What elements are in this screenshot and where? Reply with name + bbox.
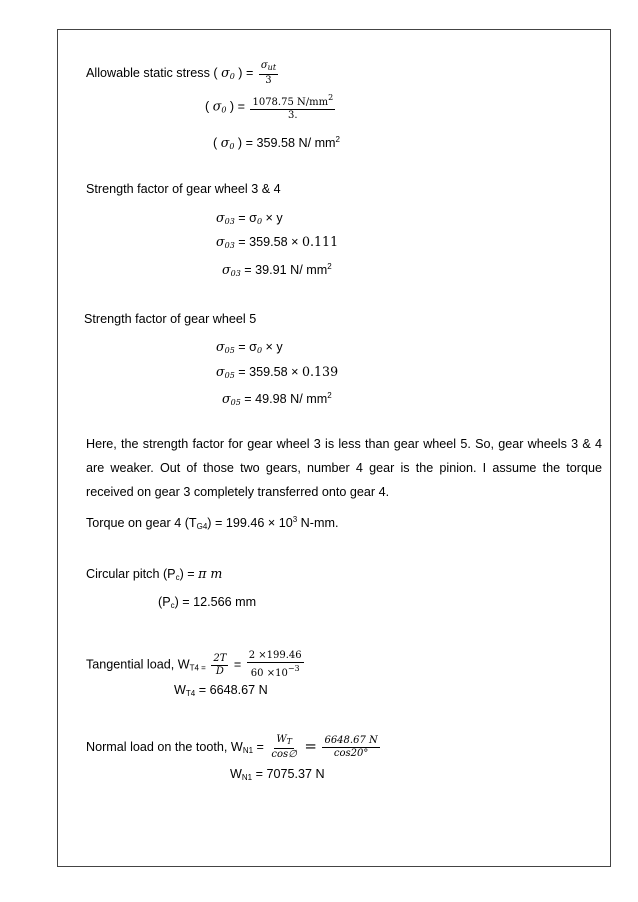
equals-sign: = [233,657,242,672]
gear5-result-line [222,388,332,411]
frac-numerator: 1078.75 N/mm [252,97,329,108]
sigma-subscript: 0 [229,71,235,81]
pitch-sub: c [170,601,175,610]
equals-sign: = [304,736,317,755]
fraction-normal-values [322,735,379,760]
pitch-result-line [158,594,256,614]
gear34-heading: Strength factor of gear wheel 3 & 4 [86,182,281,196]
sigma-symbol: σ [212,98,222,114]
unit-sup: 2 [335,135,340,144]
fraction-wt-cos [269,734,298,761]
fraction-sigma-ut [259,60,278,87]
frac-denominator: cos20° [333,748,369,759]
sigma-subscript: 03 [224,217,235,226]
normal-result-line [230,766,325,786]
result-value: = 7075.37 N [252,767,325,781]
sigma-subscript: 05 [224,371,235,380]
frac-numerator: W [276,734,287,745]
frac-numerator: 2 ×199.46 [248,650,302,661]
result-symbol: W [174,683,186,697]
torque-value: ) = 199.46 × 10 [207,516,293,530]
pitch-result: ) = 12.566 mm [174,595,257,609]
rhs-tail: × y [262,211,283,225]
pitch-expression: π m [198,566,223,581]
close-paren-eq: ) = [229,99,245,114]
sigma-symbol: σ [216,234,225,249]
sigma-subscript: 05 [224,346,235,355]
tangential-result-line [174,682,268,702]
torque-line [86,512,338,535]
rhs-sub: 0 [256,346,263,355]
pitch-line [86,566,222,586]
torque-unit: N-mm. [297,516,339,530]
unit-sup: 2 [327,262,332,271]
gear34-result-line [222,259,332,282]
fraction-1078 [250,92,335,122]
normal-sub: N1 [242,745,254,755]
rhs-sub: 0 [256,217,263,226]
frac-denominator-sup: −3 [287,664,300,673]
frac-numerator-sub: ut [267,63,277,72]
equals-sign: ) = [238,65,254,80]
open-paren: ( [205,99,210,114]
tangential-load-line [86,650,306,680]
frac-numerator-sub: T [286,737,292,746]
tangential-label: Tangential load, W [86,657,190,672]
allowable-stress-line [86,60,280,87]
tangential-sub: T4 = [189,663,206,673]
rhs: = σ [238,211,257,225]
result-sub: T4 [185,689,196,698]
sigma-symbol: σ [216,210,225,225]
result-value: = 6648.67 N [195,683,268,697]
sigma-symbol: σ [221,64,230,80]
frac-numerator: σ [260,60,268,71]
frac-denominator: D [215,665,224,677]
result-sub: N1 [241,773,253,782]
frac-numerator-sup: 2 [328,93,334,102]
explanation-paragraph: Here, the strength factor for gear wheel 3 is less than gear wheel 5. So, gear wheels 3 & 4 are weaker. Out of those two gears, number 4 gear is the pinion. I assume the torque received on gear 3 completely transferred onto gear 4. [86,437,602,499]
equals-sign: ) = [179,567,199,581]
frac-denominator: 60 ×10 [250,668,288,679]
result-value: ) = 359.58 N/ mm [237,136,336,150]
frac-numerator: 2T [213,652,227,664]
result-value: = 39.91 N/ mm [244,263,328,277]
sigma-subscript: 03 [224,241,235,250]
equals-sign: = [253,739,264,754]
gear5-formula-line [216,339,283,359]
gear34-substitution-line [216,234,338,254]
gear5-substitution-line [216,364,338,384]
rhs: = 359.58 × [238,365,303,379]
sigma-symbol: σ [222,262,231,277]
pitch-sub: c [175,573,180,582]
sigma-subscript: 05 [230,398,241,407]
sigma-symbol: σ [222,391,231,406]
sigma-symbol: σ [216,339,225,354]
allowable-stress-value-line [205,92,337,122]
sigma-subscript: 0 [221,105,227,115]
torque-exponent: 3 [292,515,298,524]
result-symbol: W [230,767,242,781]
result-value: = 49.98 N/ mm [244,392,328,406]
frac-denominator: 3 [265,75,272,86]
gear5-heading: Strength factor of gear wheel 5 [84,312,257,326]
unit-sup: 2 [327,391,332,400]
sigma-symbol: σ [220,135,230,150]
gear34-formula-line [216,210,283,230]
rhs: = 359.58 × [238,235,303,249]
open-paren: ( [213,136,218,150]
normal-label: Normal load on the tooth, W [86,739,243,754]
sigma-subscript: 0 [229,142,235,151]
torque-sub: G4 [196,522,208,531]
frac-numerator: 6648.67 N [324,735,378,746]
sigma-subscript: 03 [230,269,241,278]
frac-denominator: 3. [288,110,298,121]
normal-load-line [86,734,382,761]
pitch-label: (P [158,595,171,609]
pitch-label: Circular pitch (P [86,567,176,581]
allowable-stress-result-line [213,132,340,155]
rhs: = σ [238,340,257,354]
fraction-tangential-values [247,650,304,680]
form-factor-value: 0.139 [302,364,339,379]
sigma-symbol: σ [216,364,225,379]
fraction-2t-d [211,653,228,678]
allowable-stress-label: Allowable static stress ( [86,65,218,80]
rhs-tail: × y [262,340,283,354]
frac-denominator: cos∅ [271,749,297,760]
form-factor-value: 0.111 [302,234,339,249]
torque-label: Torque on gear 4 (T [86,516,197,530]
